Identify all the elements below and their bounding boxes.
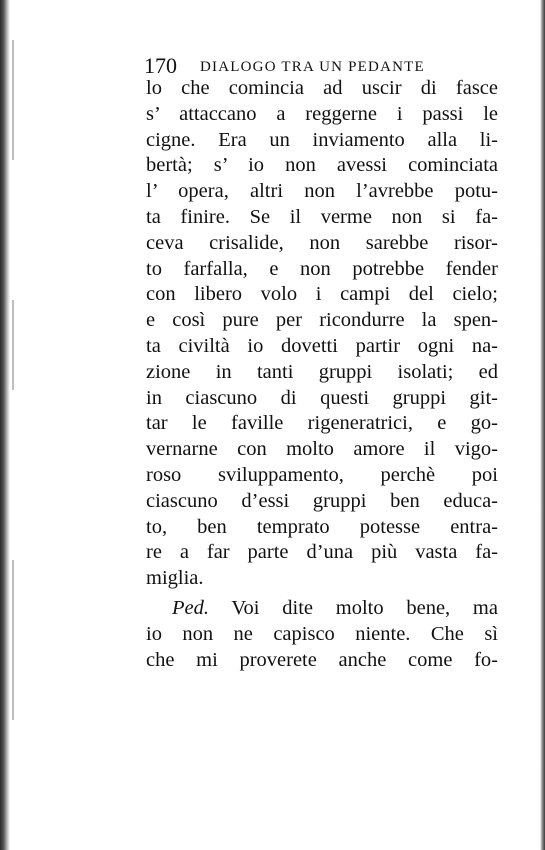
text-line: con libero volo i campi del cielo;	[146, 283, 498, 306]
dialogue-line	[146, 596, 498, 622]
text-line: cigne. Era un inviamento alla li-	[146, 128, 498, 151]
text-line: bertà; s’ io non avessi cominciata	[146, 154, 498, 177]
text-line: io non ne capisco niente. Che sì	[146, 622, 498, 645]
text-line: che mi proverete anche come fo-	[146, 648, 498, 671]
text-line: tar le faville rigeneratrici, e go-	[146, 412, 498, 435]
text-line: ciascuno d’essi gruppi ben educa-	[146, 489, 498, 512]
text-line: e così pure per ricondurre la spen-	[146, 309, 498, 332]
text-line: s’ attaccano a reggerne i passi le	[146, 102, 498, 125]
text-line: to, ben temprato potesse entra-	[146, 515, 498, 538]
dialogue-text: Voi dite molto bene, ma	[231, 596, 498, 619]
speaker-label: Ped.	[172, 596, 209, 619]
text-line: l’ opera, altri non l’avrebbe potu-	[146, 180, 498, 203]
page-number: 170	[144, 53, 177, 78]
text-line: roso sviluppamento, perchè poi	[146, 463, 498, 486]
text-line: ceva crisalide, non sarebbe risor-	[146, 231, 498, 254]
text-line: re a far parte d’una più vasta fa-	[146, 541, 498, 564]
text-line: ta finire. Se il verme non si fa-	[146, 205, 498, 228]
text-line: miglia.	[146, 567, 204, 590]
binding-mark	[12, 560, 14, 720]
running-title: DIALOGO TRA UN PEDANTE	[200, 59, 425, 75]
text-line: lo che comincia ad uscir di fasce	[146, 77, 498, 99]
binding-edge	[0, 0, 10, 850]
body-text	[146, 76, 498, 673]
text-line: in ciascuno di questi gruppi git-	[146, 386, 498, 409]
text-line: vernarne con molto amore il vigo-	[146, 438, 498, 461]
text-line: ta civiltà io dovetti partir ogni na-	[146, 334, 498, 357]
text-line: zione in tanti gruppi isolati; ed	[146, 360, 498, 383]
binding-mark	[12, 40, 14, 160]
page-edge	[540, 0, 545, 850]
paragraph	[146, 76, 498, 592]
binding-mark	[12, 300, 14, 390]
text-line: to farfalla, e non potrebbe fender	[146, 257, 498, 280]
paragraph	[146, 596, 498, 673]
